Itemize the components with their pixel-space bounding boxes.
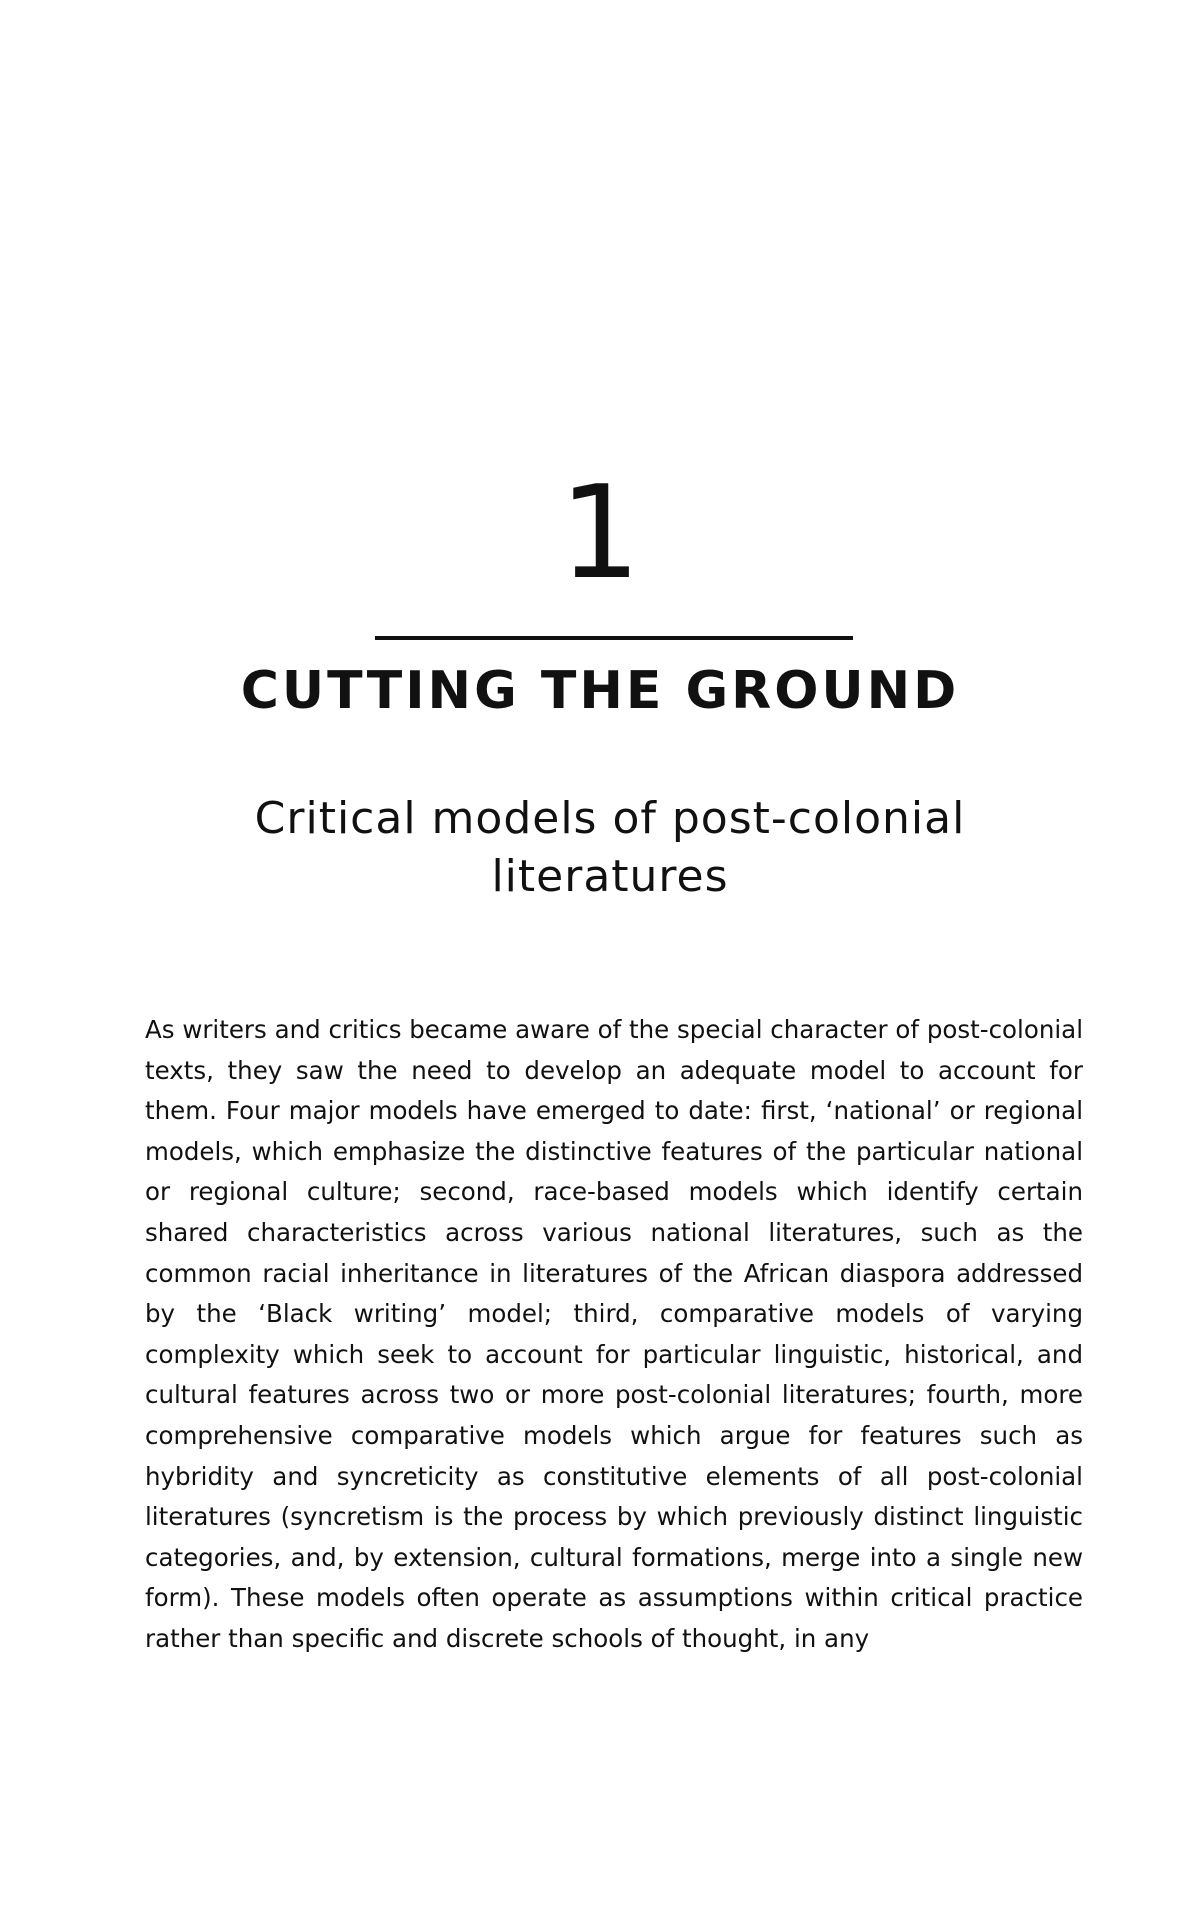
- body-paragraph: As writers and critics became aware of the special character of post-colonial texts, they saw the need to develop an adequate model to account for them. Four major models have emerged to date: first, ‘national’ or regional models, which emphasize the distinctive features of the particular national or regional culture; second, race-based models which identify certain shared characteristics across various national literatures, such as the common racial inheritance in literatures of the African diaspora addressed by the ‘Black writing’ model; third, comparative models of varying complexity which seek to account for particular linguistic, historical, and cultural features across two or more post-colonial literatures; fourth, more comprehensive comparative models which argue for features such as hybridity and syncreticity as constitutive elements of all post-colonial literatures (syncretism is the process by which previously distinct linguistic categories, and, by extension, cultural formations, merge into a single new form). These models often operate as assumptions within critical practice rather than specific and discrete schools of thought, in any: [145, 1015, 1083, 1653]
- chapter-title: CUTTING THE GROUND: [240, 661, 960, 721]
- chapter-divider: [375, 636, 853, 640]
- chapter-number: 1: [559, 459, 641, 608]
- chapter-subtitle: Critical models of post-colonial literatures: [254, 793, 966, 902]
